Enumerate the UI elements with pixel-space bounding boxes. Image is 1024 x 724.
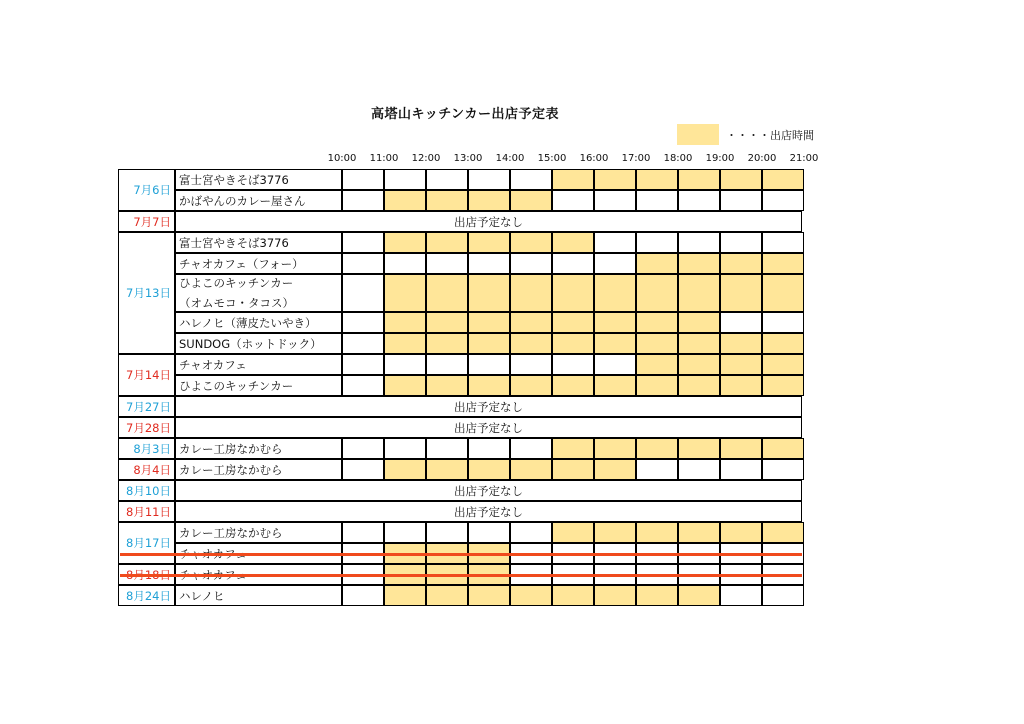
shop-name-cell bbox=[175, 253, 342, 274]
time-slot-empty bbox=[342, 438, 384, 459]
time-slot-open bbox=[468, 375, 510, 396]
shop-name-cell bbox=[175, 232, 342, 253]
time-slot-open bbox=[720, 253, 762, 274]
shop-name: ひよこのキッチンカー bbox=[179, 378, 294, 393]
time-slot-empty bbox=[552, 190, 594, 211]
time-slot-open bbox=[510, 232, 552, 253]
time-slot-open bbox=[762, 253, 804, 274]
shop-name: 富士宮やきそば3776 bbox=[179, 172, 289, 187]
time-slot-open bbox=[510, 375, 552, 396]
time-slot-open bbox=[594, 169, 636, 190]
time-slot-open bbox=[384, 585, 426, 606]
time-slot-empty bbox=[762, 190, 804, 211]
time-slot-empty bbox=[720, 232, 762, 253]
time-slot-open bbox=[678, 169, 720, 190]
time-slot-open bbox=[720, 333, 762, 354]
time-slot-open bbox=[510, 190, 552, 211]
time-slot-open bbox=[762, 274, 804, 312]
shop-name: SUNDOG（ホットドック） bbox=[179, 336, 322, 351]
time-slot-empty bbox=[594, 232, 636, 253]
time-slot-open bbox=[426, 333, 468, 354]
time-slot-empty bbox=[342, 522, 384, 543]
date-cell: 7月28日 bbox=[118, 417, 175, 438]
time-slot-empty bbox=[720, 459, 762, 480]
hour-label: 10:00 bbox=[327, 153, 357, 164]
time-slot-empty bbox=[762, 459, 804, 480]
time-slot-empty bbox=[426, 438, 468, 459]
shop-name-cell bbox=[175, 169, 342, 190]
time-slot-empty bbox=[468, 354, 510, 375]
hour-label: 14:00 bbox=[495, 153, 525, 164]
time-slot-open bbox=[510, 333, 552, 354]
date-cell: 8月17日 bbox=[118, 522, 175, 564]
hour-label: 21:00 bbox=[789, 153, 819, 164]
time-slot-open bbox=[720, 375, 762, 396]
time-slot-empty bbox=[762, 585, 804, 606]
time-slot-open bbox=[384, 459, 426, 480]
no-event-cell: 出店予定なし bbox=[175, 501, 802, 522]
time-slot-open bbox=[678, 375, 720, 396]
time-slot-open bbox=[678, 312, 720, 333]
time-slot-empty bbox=[342, 169, 384, 190]
time-slot-empty bbox=[678, 232, 720, 253]
hour-label: 17:00 bbox=[621, 153, 651, 164]
time-slot-open bbox=[594, 585, 636, 606]
date-cell: 8月24日 bbox=[118, 585, 175, 606]
time-slot-open bbox=[594, 333, 636, 354]
time-slot-open bbox=[636, 585, 678, 606]
shop-name: 富士宮やきそば3776 bbox=[179, 235, 289, 250]
time-slot-empty bbox=[342, 274, 384, 312]
time-slot-open bbox=[426, 274, 468, 312]
time-slot-open bbox=[552, 312, 594, 333]
time-slot-open bbox=[552, 169, 594, 190]
time-slot-empty bbox=[594, 190, 636, 211]
time-slot-open bbox=[552, 438, 594, 459]
time-slot-empty bbox=[468, 522, 510, 543]
legend-label: ・・・・出店時間 bbox=[726, 129, 814, 142]
time-slot-open bbox=[762, 333, 804, 354]
time-slot-open bbox=[762, 354, 804, 375]
time-slot-open bbox=[636, 354, 678, 375]
no-event-cell: 出店予定なし bbox=[175, 480, 802, 501]
hour-label: 15:00 bbox=[537, 153, 567, 164]
time-slot-empty bbox=[720, 585, 762, 606]
shop-name: かばやんのカレー屋さん bbox=[179, 193, 306, 208]
shop-name-cell bbox=[175, 354, 342, 375]
hour-label: 18:00 bbox=[663, 153, 693, 164]
hour-label: 11:00 bbox=[369, 153, 399, 164]
time-slot-open bbox=[762, 522, 804, 543]
time-slot-open bbox=[426, 312, 468, 333]
date-cell: 8月3日 bbox=[118, 438, 175, 459]
shop-name: ハレノヒ（薄皮たいやき） bbox=[179, 315, 317, 330]
time-slot-open bbox=[426, 459, 468, 480]
time-slot-empty bbox=[342, 190, 384, 211]
time-slot-open bbox=[636, 253, 678, 274]
time-slot-open bbox=[636, 375, 678, 396]
time-slot-empty bbox=[720, 312, 762, 333]
time-slot-open bbox=[426, 375, 468, 396]
time-slot-open bbox=[636, 274, 678, 312]
shop-name-cell bbox=[175, 333, 342, 354]
time-slot-open bbox=[384, 375, 426, 396]
hour-label: 20:00 bbox=[747, 153, 777, 164]
time-slot-empty bbox=[342, 232, 384, 253]
shop-name: ひよこのキッチンカー bbox=[179, 276, 294, 290]
hour-label: 12:00 bbox=[411, 153, 441, 164]
time-slot-open bbox=[384, 312, 426, 333]
time-slot-empty bbox=[678, 459, 720, 480]
time-slot-open bbox=[468, 232, 510, 253]
time-slot-open bbox=[678, 354, 720, 375]
time-slot-open bbox=[678, 522, 720, 543]
date-cell: 7月14日 bbox=[118, 354, 175, 396]
time-slot-empty bbox=[762, 312, 804, 333]
shop-name: カレー工房なかむら bbox=[179, 462, 283, 477]
shop-name-cell bbox=[175, 312, 342, 333]
time-slot-open bbox=[762, 438, 804, 459]
shop-name-cell bbox=[175, 438, 342, 459]
time-slot-open bbox=[594, 375, 636, 396]
no-event-cell: 出店予定なし bbox=[175, 396, 802, 417]
shop-name: チャオカフェ bbox=[179, 357, 247, 372]
time-slot-open bbox=[636, 438, 678, 459]
time-slot-empty bbox=[342, 459, 384, 480]
time-slot-empty bbox=[552, 354, 594, 375]
time-slot-open bbox=[510, 585, 552, 606]
page-title: 高塔山キッチンカー出店予定表 bbox=[370, 107, 560, 122]
time-slot-empty bbox=[342, 375, 384, 396]
strikethrough-line bbox=[120, 553, 802, 556]
time-slot-open bbox=[552, 274, 594, 312]
shop-name: カレー工房なかむら bbox=[179, 525, 283, 540]
time-slot-empty bbox=[426, 253, 468, 274]
shop-name: ハレノヒ bbox=[179, 588, 225, 603]
time-slot-open bbox=[762, 169, 804, 190]
date-cell: 8月11日 bbox=[118, 501, 175, 522]
shop-name: カレー工房なかむら bbox=[179, 441, 283, 456]
time-slot-open bbox=[426, 585, 468, 606]
time-slot-open bbox=[720, 354, 762, 375]
time-slot-empty bbox=[384, 169, 426, 190]
time-slot-open bbox=[594, 522, 636, 543]
time-slot-open bbox=[720, 169, 762, 190]
time-slot-open bbox=[468, 585, 510, 606]
shop-name: （オムモコ・タコス） bbox=[179, 296, 294, 310]
time-slot-empty bbox=[594, 253, 636, 274]
hour-label: 19:00 bbox=[705, 153, 735, 164]
shop-name-cell bbox=[175, 459, 342, 480]
time-slot-empty bbox=[510, 253, 552, 274]
time-slot-open bbox=[678, 585, 720, 606]
time-slot-empty bbox=[384, 438, 426, 459]
time-slot-empty bbox=[468, 169, 510, 190]
hour-label: 13:00 bbox=[453, 153, 483, 164]
time-slot-open bbox=[468, 190, 510, 211]
time-slot-open bbox=[426, 232, 468, 253]
time-slot-open bbox=[720, 274, 762, 312]
time-slot-open bbox=[552, 522, 594, 543]
time-slot-empty bbox=[384, 522, 426, 543]
time-slot-empty bbox=[510, 438, 552, 459]
time-slot-open bbox=[594, 438, 636, 459]
time-slot-empty bbox=[468, 253, 510, 274]
date-cell: 8月10日 bbox=[118, 480, 175, 501]
time-slot-empty bbox=[342, 354, 384, 375]
time-slot-open bbox=[678, 333, 720, 354]
time-slot-empty bbox=[342, 585, 384, 606]
time-slot-open bbox=[552, 585, 594, 606]
time-slot-open bbox=[636, 333, 678, 354]
time-slot-open bbox=[552, 232, 594, 253]
time-slot-empty bbox=[426, 169, 468, 190]
time-slot-open bbox=[510, 312, 552, 333]
date-cell: 7月13日 bbox=[118, 232, 175, 354]
time-slot-empty bbox=[636, 459, 678, 480]
time-slot-open bbox=[762, 375, 804, 396]
time-slot-empty bbox=[594, 354, 636, 375]
time-slot-open bbox=[384, 274, 426, 312]
time-slot-empty bbox=[426, 522, 468, 543]
time-slot-open bbox=[384, 190, 426, 211]
date-cell: 7月6日 bbox=[118, 169, 175, 211]
shop-name-cell bbox=[175, 585, 342, 606]
time-slot-open bbox=[636, 522, 678, 543]
time-slot-open bbox=[552, 375, 594, 396]
date-cell: 7月27日 bbox=[118, 396, 175, 417]
date-cell: 8月4日 bbox=[118, 459, 175, 480]
shop-name-cell bbox=[175, 522, 342, 543]
time-slot-open bbox=[468, 274, 510, 312]
time-slot-open bbox=[678, 438, 720, 459]
time-slot-open bbox=[468, 333, 510, 354]
time-slot-open bbox=[678, 274, 720, 312]
time-slot-empty bbox=[636, 232, 678, 253]
time-slot-empty bbox=[552, 253, 594, 274]
time-slot-open bbox=[636, 169, 678, 190]
shop-name-cell bbox=[175, 274, 342, 312]
time-slot-open bbox=[510, 274, 552, 312]
time-slot-empty bbox=[510, 522, 552, 543]
time-slot-open bbox=[510, 459, 552, 480]
time-slot-empty bbox=[426, 354, 468, 375]
no-event-cell: 出店予定なし bbox=[175, 417, 802, 438]
time-slot-empty bbox=[678, 190, 720, 211]
time-slot-empty bbox=[342, 253, 384, 274]
time-slot-empty bbox=[342, 333, 384, 354]
time-slot-open bbox=[384, 232, 426, 253]
shop-name-cell bbox=[175, 190, 342, 211]
strikethrough-line bbox=[120, 574, 802, 577]
time-slot-open bbox=[720, 438, 762, 459]
time-slot-open bbox=[720, 522, 762, 543]
no-event-cell: 出店予定なし bbox=[175, 211, 802, 232]
time-slot-open bbox=[594, 274, 636, 312]
time-slot-open bbox=[594, 459, 636, 480]
time-slot-open bbox=[678, 253, 720, 274]
time-slot-open bbox=[384, 333, 426, 354]
time-slot-empty bbox=[384, 253, 426, 274]
time-slot-open bbox=[552, 459, 594, 480]
date-cell: 7月7日 bbox=[118, 211, 175, 232]
time-slot-open bbox=[594, 312, 636, 333]
time-slot-empty bbox=[636, 190, 678, 211]
shop-name: チャオカフェ（フォー） bbox=[179, 256, 304, 271]
time-slot-open bbox=[426, 190, 468, 211]
time-slot-open bbox=[468, 459, 510, 480]
time-slot-empty bbox=[342, 312, 384, 333]
time-slot-empty bbox=[510, 354, 552, 375]
hour-label: 16:00 bbox=[579, 153, 609, 164]
time-slot-open bbox=[468, 312, 510, 333]
shop-name-cell bbox=[175, 375, 342, 396]
time-slot-empty bbox=[762, 232, 804, 253]
time-slot-empty bbox=[510, 169, 552, 190]
time-slot-empty bbox=[384, 354, 426, 375]
time-slot-open bbox=[552, 333, 594, 354]
time-slot-open bbox=[636, 312, 678, 333]
time-slot-empty bbox=[720, 190, 762, 211]
time-slot-empty bbox=[468, 438, 510, 459]
